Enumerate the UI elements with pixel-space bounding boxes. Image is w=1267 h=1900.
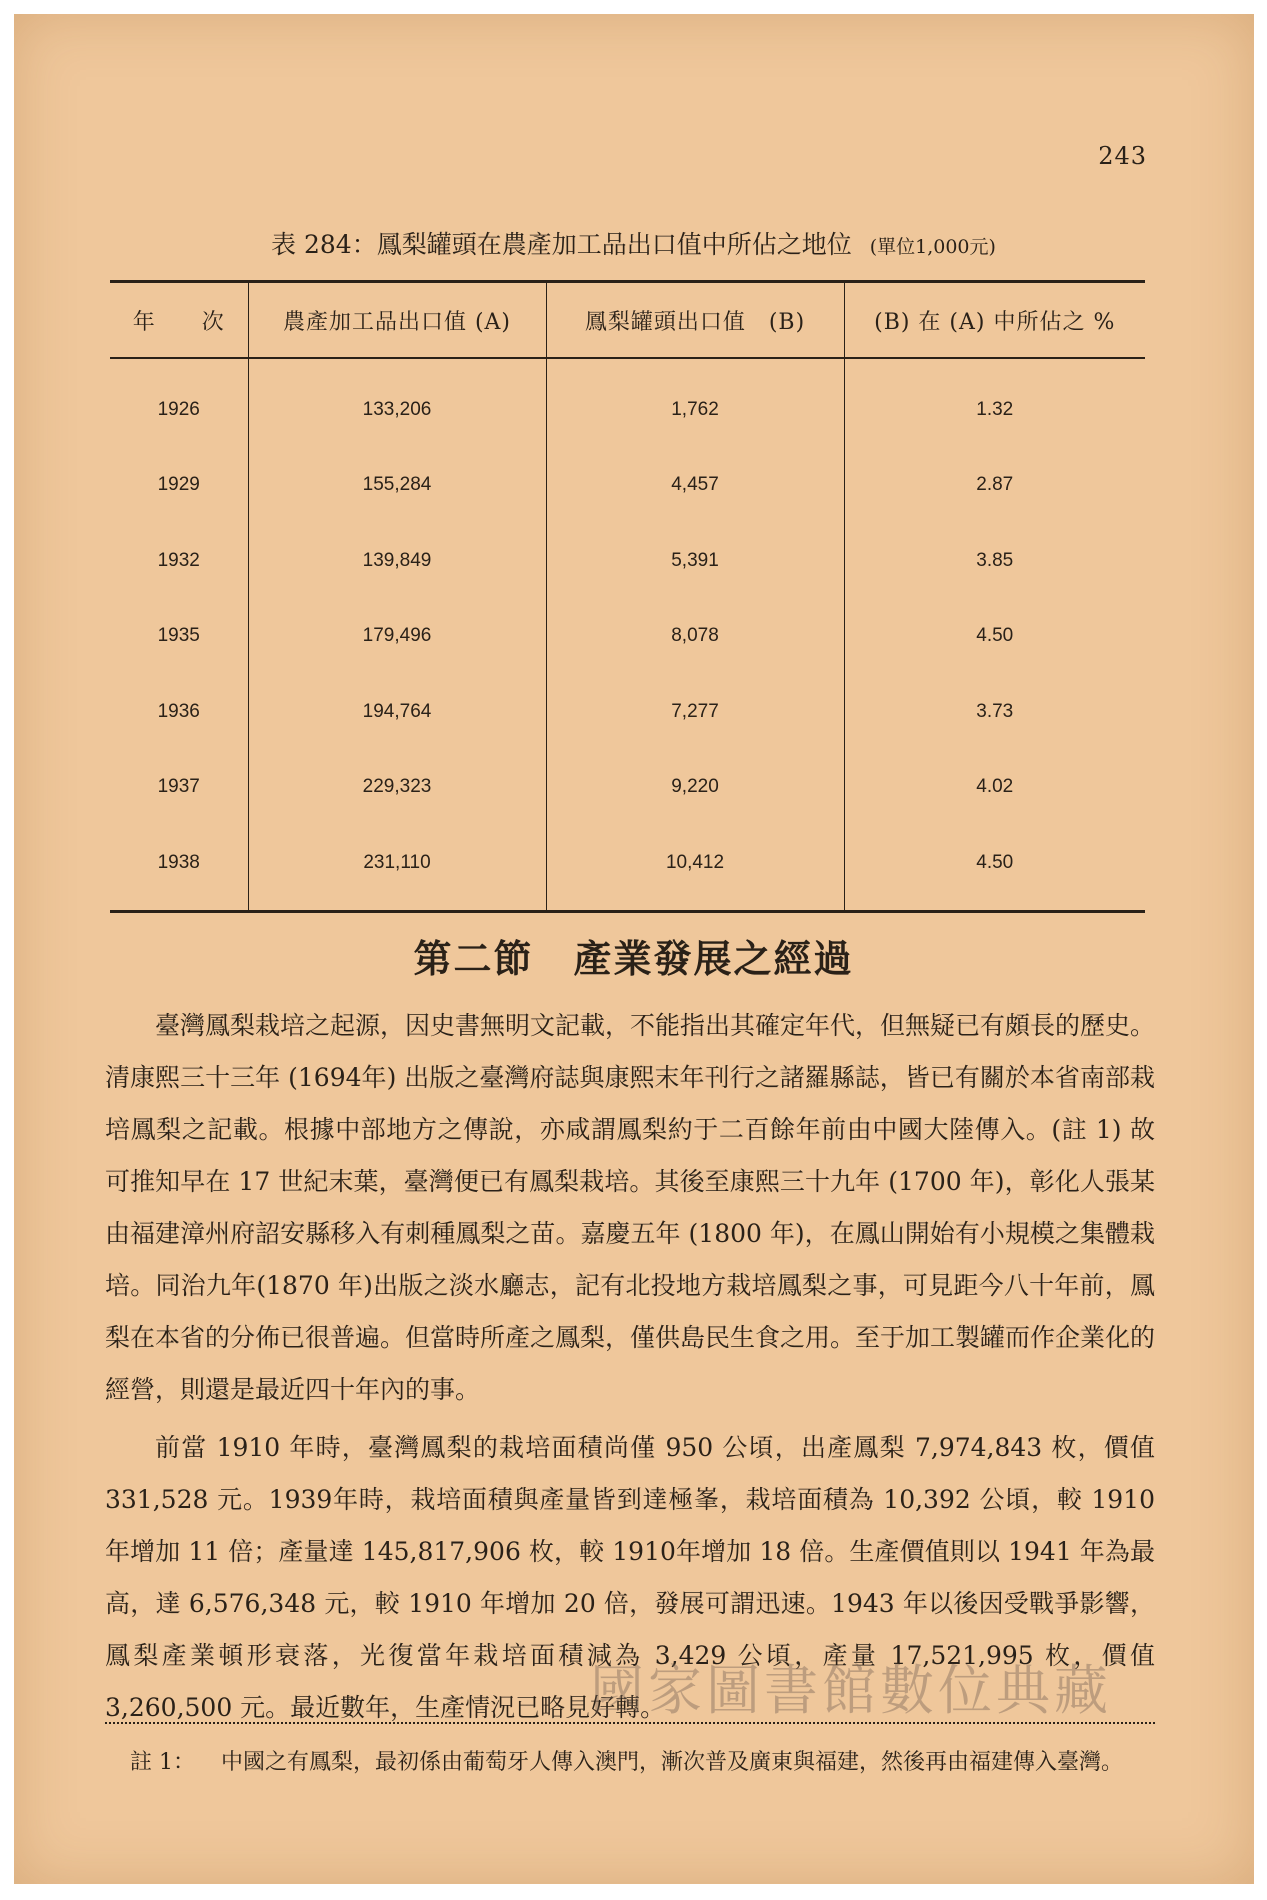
cell-year: 1938 <box>157 851 200 873</box>
cell-share-percent: 2.87 <box>844 448 1145 524</box>
table-row <box>110 358 1145 448</box>
header-pineapple-export: 鳳梨罐頭出口值 (B) <box>546 282 844 359</box>
table-row <box>110 599 1145 675</box>
cell-agri-export: 179,496 <box>248 599 546 675</box>
header-share-percent: (B) 在 (A) 中所佔之 % <box>844 282 1145 359</box>
cell-share-percent: 3.73 <box>844 674 1145 750</box>
section-title: 產業發展之經過 <box>573 936 854 981</box>
cell-pineapple-export: 1,762 <box>546 358 844 448</box>
footnote-divider <box>105 1722 1155 1724</box>
cell-pineapple-export: 8,078 <box>546 599 844 675</box>
cell-agri-export: 231,110 <box>248 825 546 911</box>
footnote-text: 中國之有鳳梨，最初係由葡萄牙人傳入澳門，漸次普及廣東與福建，然後再由福建傳入臺灣。 <box>221 1750 1124 1775</box>
page-number: 243 <box>1098 142 1147 170</box>
section-heading <box>0 928 1267 983</box>
cell-year: 1932 <box>157 549 200 571</box>
table-row <box>110 750 1145 826</box>
header-agri-export: 農產加工品出口值 (A) <box>248 282 546 359</box>
cell-pineapple-export: 10,412 <box>546 825 844 911</box>
footnote-mark: 註 1： <box>130 1750 195 1775</box>
cell-pineapple-export: 5,391 <box>546 523 844 599</box>
cell-agri-export: 139,849 <box>248 523 546 599</box>
cell-pineapple-export: 4,457 <box>546 448 844 524</box>
table-row <box>110 674 1145 750</box>
table-row <box>110 523 1145 599</box>
cell-pineapple-export: 9,220 <box>546 750 844 826</box>
cell-share-percent: 4.02 <box>844 750 1145 826</box>
cell-year: 1926 <box>157 398 200 420</box>
paragraph: 臺灣鳳梨栽培之起源，因史書無明文記載，不能指出其確定年代，但無疑已有頗長的歷史。清康熙三十三年 (1694年) 出版之臺灣府誌與康熙末年刊行之諸羅縣誌，皆已有關於本省南部栽培鳳梨之記載。根據中部地方之傳說，亦咸謂鳳梨約于二百餘年前由中國大陸傳入。(註 1) 故可推知早在 17 世紀末葉，臺灣便已有鳳梨栽培。其後至康熙三十九年 (1700 年)，彰化人張某由福建漳州府詔安縣移入有刺種鳳梨之苗。嘉慶五年 (1800 年)，在鳳山開始有小規模之集體栽培。同治九年(1870 年)出版之淡水廳志，記有北投地方栽培鳳梨之事，可見距今八十年前，鳳梨在本省的分佈已很普遍。但當時所產之鳳梨，僅供島民生食之用。至于加工製罐而作企業化的經營，則還是最近四十年內的事。 <box>105 1011 1156 1404</box>
table-title: 表 284：鳳梨罐頭在農產加工品出口值中所佔之地位 <box>271 230 852 259</box>
paragraph: 前當 1910 年時，臺灣鳳梨的栽培面積尚僅 950 公頃，出產鳳梨 7,974,843 枚，價值 331,528 元。1939年時，栽培面積與產量皆到達極峯，栽培面積為 10,392 公頃，較 1910 年增加 11 倍；產量達 145,817,906 枚，較 1910年增加 18 倍。生產價值則以 1941 年為最高，達 6,576,348 元，較 1910 年增加 20 倍，發展可謂迅速。1943 年以後因受戰爭影響，鳳梨產業頓形衰落，光復當年栽培面積減為 3,429 公頃，產量 17,521,995 枚，價值 3,260,500 元。最近數年，生產情況已略見好轉。 <box>105 1433 1155 1722</box>
table-unit: (單位1,000元) <box>869 236 996 258</box>
cell-share-percent: 1.32 <box>844 358 1145 448</box>
cell-share-percent: 3.85 <box>844 523 1145 599</box>
table-row <box>110 448 1145 524</box>
cell-year: 1929 <box>157 474 200 496</box>
cell-year: 1937 <box>157 776 200 798</box>
cell-agri-export: 229,323 <box>248 750 546 826</box>
section-number: 第二節 <box>413 936 534 981</box>
cell-agri-export: 133,206 <box>248 358 546 448</box>
cell-year: 1935 <box>157 625 200 647</box>
body-text <box>105 1000 1155 1740</box>
cell-agri-export: 194,764 <box>248 674 546 750</box>
library-watermark: 國家圖書館數位典藏 <box>590 1659 1112 1722</box>
table-row <box>110 825 1145 911</box>
table-caption <box>0 225 1267 261</box>
cell-pineapple-export: 7,277 <box>546 674 844 750</box>
cell-share-percent: 4.50 <box>844 825 1145 911</box>
footnote <box>130 1745 1150 1776</box>
cell-year: 1936 <box>157 700 200 722</box>
table-header-row <box>110 282 1145 359</box>
cell-share-percent: 4.50 <box>844 599 1145 675</box>
header-year: 年 次 <box>132 309 225 335</box>
data-table <box>110 280 1145 913</box>
cell-agri-export: 155,284 <box>248 448 546 524</box>
